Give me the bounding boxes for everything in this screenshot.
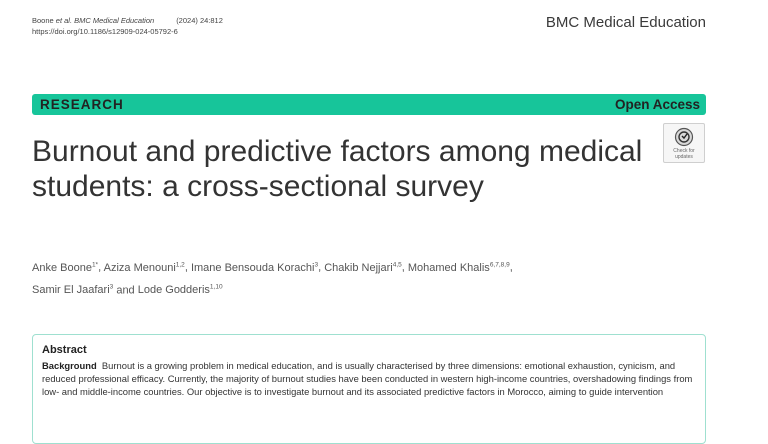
doi-link[interactable]: https://doi.org/10.1186/s12909-024-05792-6 [32, 27, 178, 36]
citation-block [32, 15, 223, 37]
author[interactable]: Samir El Jaafari$^3$ [32, 283, 114, 297]
citation-journal: BMC Medical Education [74, 16, 155, 25]
author[interactable]: Lode Godderis$^{1,10}$ [137, 283, 223, 297]
journal-name: BMC Medical Education [545, 14, 706, 31]
author[interactable]: Imane Bensouda Korachi$^3$ [190, 261, 319, 274]
citation-line [32, 15, 223, 26]
author[interactable]: Mohamed Khalis$^{6,7,8,9}$ [407, 261, 510, 274]
research-banner [32, 94, 706, 115]
article-title: Burnout and predictive factors among medical students: a cross-sectional survey [32, 135, 643, 203]
abstract-heading: Abstract [42, 344, 87, 356]
author[interactable]: Chakib Nejjari$^{4,5}$ [324, 261, 402, 274]
abstract-box [32, 334, 706, 444]
background-label: Background [42, 360, 97, 371]
citation-authors: Boone [32, 16, 56, 25]
section-label: RESEARCH [40, 97, 124, 112]
citation-year-volume: (2024) 24:812 [176, 16, 223, 25]
check-for-updates-icon [674, 127, 694, 147]
author[interactable]: Aziza Menouni$^{1,2}$ [103, 261, 185, 274]
author[interactable]: Anke Boone$^{1*}$ [32, 261, 99, 274]
open-access-label: Open Access [614, 97, 700, 112]
abstract-background [42, 359, 697, 398]
check-for-updates-button[interactable] [663, 123, 705, 163]
check-for-updates-label: Check for updates [673, 148, 695, 160]
background-text: Burnout is a growing problem in medical education, and is usually characterised by three dimensions: emotional exhaustion, cynicism, and reduced professional efficacy. Currently, the majority of burnout studies have been conducted in western high-income countries, overshadowing findings from low- and middle-income countries. Our objective is to investigate burnout and its associated predictive factors in Morocco, aiming to guide intervention [42, 360, 693, 397]
author-list: Anke Boone$^{1*}$, Aziza Menouni$^{1,2}$, Imane Bensouda Korachi$^3$, Chakib Nejjari$^{4,5}$, Mohamed Khalis$^{6,7,8,9}$, Samir El Jaafari$^3$ and Lode Godderis$^{1,10}$ [32, 261, 513, 297]
citation-etal: et al. [55, 16, 73, 25]
